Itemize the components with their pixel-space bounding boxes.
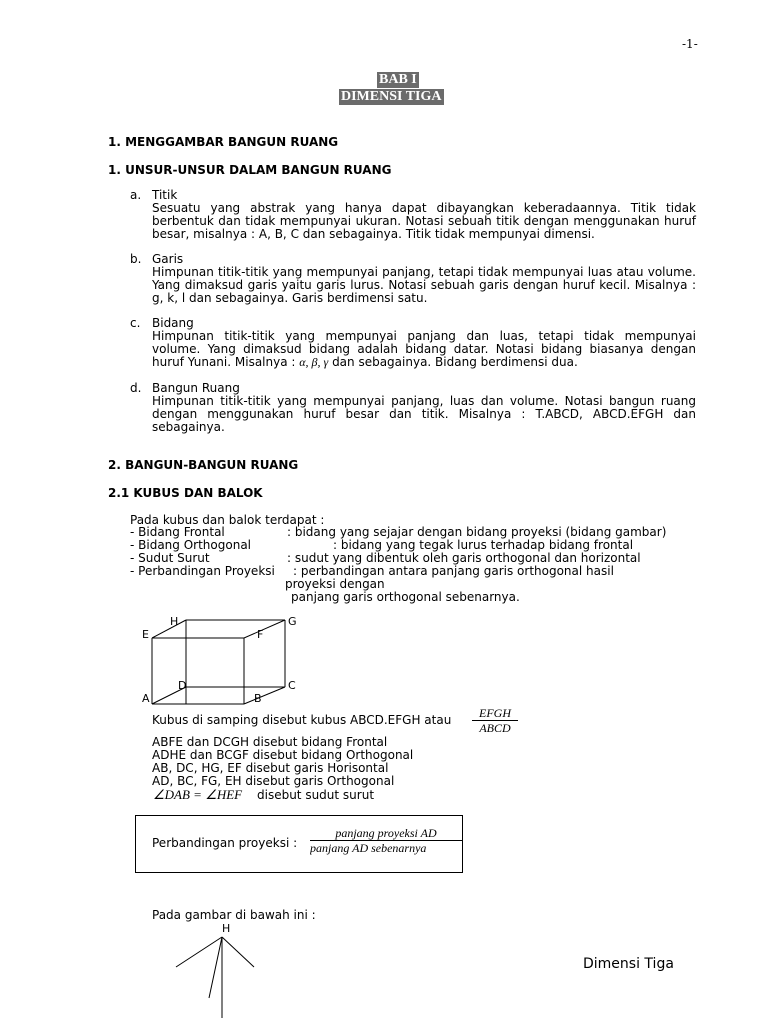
item-heading-garis: Garis <box>152 252 184 266</box>
subsection-heading-1: 1. UNSUR-UNSUR DALAM BANGUN RUANG <box>108 163 392 177</box>
fact-line-2: ADHE dan BCGF disebut bidang Orthogonal <box>152 748 414 762</box>
ratio-numerator: panjang proyeksi AD <box>335 826 437 840</box>
item-text-titik: Sesuatu yang abstrak yang hanya dapat dibayangkan keberadaannya. Titik tidak berbentuk dan tidak mempunyai ukuran. Notasi sebuah titik dengan menggunakan huruf besar, misalnya : A, B, C dan sebagainya. Titik tidak mempunyai dimensi. <box>152 201 696 241</box>
def-desc-perbandingan-cont1: proyeksi dengan <box>285 577 385 591</box>
vertex-label-d: D <box>178 679 187 692</box>
item-text-bidang-line2: volume. Yang dimaksud bidang adalah bidang datar. Notasi bidang biasanya dengan <box>152 342 696 356</box>
greek-letters: α, β, γ <box>299 355 329 369</box>
fraction-denominator: ABCD <box>479 721 511 735</box>
fig-line-left <box>176 937 222 967</box>
vertex-label-f: F <box>257 628 264 641</box>
angle-text: disebut sudut surut <box>257 788 375 802</box>
fig-line-right <box>222 937 254 967</box>
vertex-label-h: H <box>170 615 179 628</box>
kubus-intro: Pada kubus dan balok terdapat : <box>130 513 325 527</box>
chapter-title: DIMENSI TIGA <box>341 89 442 104</box>
section-heading-2: 2. BANGUN-BANGUN RUANG <box>108 458 299 472</box>
angle-expression: ∠DAB = ∠HEF <box>153 787 243 802</box>
footer-title: Dimensi Tiga <box>583 956 674 972</box>
fraction-numerator: EFGH <box>479 706 511 720</box>
vertex-label-e: E <box>142 628 149 641</box>
fig-line-down-left <box>209 937 222 998</box>
ratio-denominator: panjang AD sebenarnya <box>310 841 427 855</box>
def-term-frontal: - Bidang Frontal <box>130 525 225 539</box>
ratio-fraction <box>310 826 462 855</box>
item-text-bidang-line1: Himpunan titik-titik yang mempunyai panjang dan luas, tetapi tidak mempunyai <box>152 329 696 343</box>
def-term-orthogonal: - Bidang Orthogonal <box>130 538 252 552</box>
def-desc-orthogonal: : bidang yang tegak lurus terhadap bidang frontal <box>333 538 634 552</box>
bottom-vertex-label-h: H <box>222 922 231 935</box>
fact-line-1: ABFE dan DCGH disebut bidang Frontal <box>152 735 388 749</box>
bidang-line3-prefix: huruf Yunani. Misalnya : <box>152 355 300 369</box>
def-desc-frontal: : bidang yang sejajar dengan bidang proyeksi (bidang gambar) <box>287 525 667 539</box>
item-heading-bidang: Bidang <box>152 316 194 330</box>
item-heading-titik: Titik <box>152 188 178 202</box>
item-text-garis: Himpunan titik-titik yang mempunyai panjang, tetapi tidak mempunyai luas atau volume. Yang dimaksud garis yaitu garis lurus. Notasi sebuah garis dengan huruf kecil. Misalnya : g, k, l dan sebagainya. Garis berdimensi satu. <box>152 265 696 305</box>
vertex-label-b: B <box>254 692 262 705</box>
cube-name-fraction <box>472 706 518 735</box>
fact-line-3: AB, DC, HG, EF disebut garis Horisontal <box>152 761 389 775</box>
def-desc-perbandingan-cont2: panjang garis orthogonal sebenarnya. <box>291 590 520 604</box>
chapter-label: BAB I <box>379 72 417 87</box>
item-marker-c: c. <box>130 316 141 330</box>
vertex-label-c: C <box>288 679 296 692</box>
vertex-label-g: G <box>288 615 297 628</box>
bidang-line3-suffix: dan sebagainya. Bidang berdimensi dua. <box>328 355 578 369</box>
item-marker-a: a. <box>130 188 142 202</box>
section-heading-1: 1. MENGGAMBAR BANGUN RUANG <box>108 135 339 149</box>
page-number: -1- <box>682 37 698 51</box>
cube-caption: Kubus di samping disebut kubus ABCD.EFGH atau <box>152 713 452 727</box>
def-desc-sudut-surut: : sudut yang dibentuk oleh garis orthogonal dan horizontal <box>287 551 641 565</box>
vertex-label-a: A <box>142 692 150 705</box>
item-text-bangun-ruang: Himpunan titik-titik yang mempunyai panjang, luas dan volume. Notasi bangun ruang dengan menggunakan huruf besar dan titik. Misalnya : T.ABCD, ABCD.EFGH dan sebagainya. <box>152 394 696 434</box>
edge-fg <box>244 620 285 638</box>
item-heading-bangun-ruang: Bangun Ruang <box>152 381 240 395</box>
def-term-perbandingan: - Perbandingan Proyeksi <box>130 564 275 578</box>
fact-line-4: AD, BC, FG, EH disebut garis Orthogonal <box>152 774 395 788</box>
ratio-label: Perbandingan proyeksi : <box>152 836 298 850</box>
edge-bc <box>244 687 285 704</box>
bottom-text: Pada gambar di bawah ini : <box>152 908 316 922</box>
edge-eh <box>152 620 186 638</box>
subsection-heading-2-1: 2.1 KUBUS DAN BALOK <box>108 486 263 500</box>
item-marker-d: d. <box>130 381 142 395</box>
def-term-sudut-surut: - Sudut Surut <box>130 551 210 565</box>
item-marker-b: b. <box>130 252 142 266</box>
def-desc-perbandingan: : perbandingan antara panjang garis orthogonal hasil <box>293 564 614 578</box>
